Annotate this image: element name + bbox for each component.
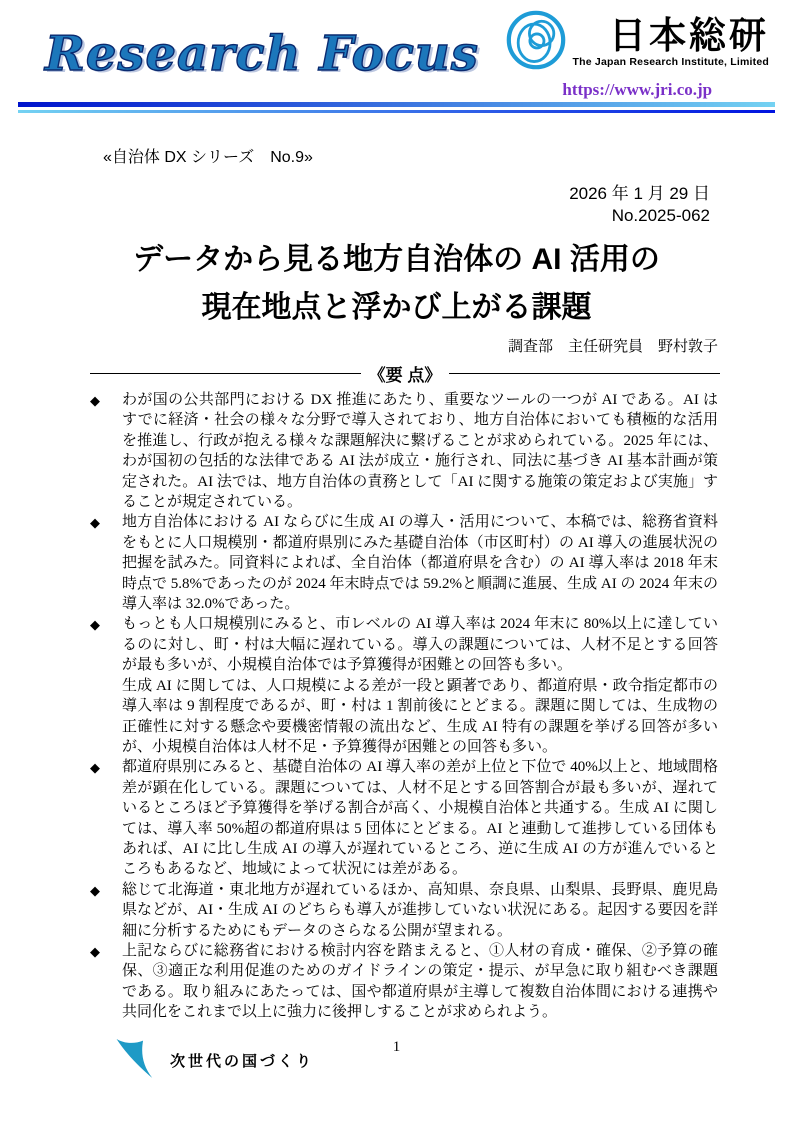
diamond-bullet-icon: ◆ [90,943,100,959]
report-title [0,236,793,332]
diamond-bullet-icon: ◆ [90,617,100,633]
brand-title: Research Focus [45,26,479,82]
summary-bullet [90,390,718,512]
summary-bullet [90,614,718,757]
heading-rule-left [90,373,361,374]
author-line: 調査部 主任研究員 野村敦子 [507,338,718,355]
bullet-paragraph: 総じて北海道・東北地方が遅れているほか、高知県、奈良県、山梨県、長野県、鹿児島県などが、AI・生成 AI のどちらも導入が進捗していない状況にある。起因する要因を詳細に分析するためにもデータのさらなる公開が望まれる。 [122,881,718,939]
summary-heading-label: 《要 点》 [368,366,442,385]
summary-bullet [90,512,718,614]
diamond-bullet-icon: ◆ [90,760,100,776]
summary-bullet [90,941,718,1023]
header [0,0,793,100]
heading-rule-right [449,373,720,374]
diamond-bullet-icon: ◆ [90,393,100,408]
summary-bullet [90,757,718,879]
header-rule-top [18,102,775,107]
jri-url-link[interactable]: https://www.jri.co.jp [562,80,713,99]
jri-logo-name-jp: 日本総研 [609,15,769,57]
jri-logo-block [506,10,773,100]
bullet-paragraph: 生成 AI に関しては、人口規模による差が一段と顕著であり、都道府県・政令指定都市の導入率は 9 割程度であるが、町・村は 1 割前後にとどまる。課題に関しては、生成物の正確性に対する懸念や要機密情報の流出など、生成 AI 特有の課題を挙げる回答が多いが、小規模自治体は人材不足・予算獲得が困難との回答も多い。 [122,677,718,755]
report-date: 2026 年 1 月 29 日 [569,184,710,203]
series-label: «自治体 DX シリーズ No.9» [103,149,313,166]
date-block [0,183,710,227]
bullet-paragraph: わが国の公共部門における DX 推進にあたり、重要なツールの一つが AI である。AI はすでに経済・社会の様々な分野で導入されており、地方自治体においても積極的な活用を推進し、行政が抱える様々な課題解決に繋げることが求められている。2025 年には、わが国初の包括的な法律である AI 法が成立・施行され、同法に基づき AI 基本計画が策定された。AI 法では、地方自治体の責務として「AI に関する施策の策定および実施」することが規定されている。 [122,392,718,511]
summary-list [90,390,718,1023]
report-title-line2: 現在地点と浮かび上がる課題 [201,291,592,324]
jri-logo-name-en: The Japan Research Institute, Limited [572,55,769,68]
jri-logo-icon [506,10,566,75]
bullet-paragraph: もっとも人口規模別にみると、市レベルの AI 導入率は 2024 年末に 80%以上に達しているのに対し、町・村は大幅に遅れている。導入の課題については、人材不足とする回答が最も多いが、小規模自治体では予算獲得が困難との回答も多い。 [122,616,718,674]
bullet-paragraph: 都道府県別にみると、基礎自治体の AI 導入率の差が上位と下位で 40%以上と、地域間格差が顕在化している。課題については、人材不足とする回答割合が最も多いが、遅れているところほど予算獲得を挙げる割合が高く、小規模自治体と共通する。生成 AI に関しては、導入率 50%超の都道府県は 5 団体にとどまる。AI と連動して進捗している団体もあれば、AI に比し生成 AI の導入が遅れているところ、逆に生成 AI の方が進んでいるところもあるなど、地域によって状況には差がある。 [122,759,718,878]
report-number: No.2025-062 [611,206,710,225]
report-title-line1: データから見る地方自治体の AI 活用の [133,243,660,276]
summary-heading [90,361,720,386]
diamond-bullet-icon: ◆ [90,515,100,531]
page-number: 1 [392,1039,401,1055]
bullet-paragraph: 地方自治体における AI ならびに生成 AI の導入・活用について、本稿では、総務省資料をもとに人口規模別・都道府県別にみた基礎自治体（市区町村）の AI 導入の進展状況の把握を試みた。同資料によれば、全自治体（都道府県を含む）の AI 導入率は 2018 年末時点で 5.8%であったのが 2024 年末時点では 59.2%と順調に進展、生成 AI の 2024 年末の導入率は 32.0%であった。 [122,514,718,613]
diamond-bullet-icon: ◆ [90,882,100,898]
bullet-paragraph: 上記ならびに総務省における検討内容を踏まえると、①人材の育成・確保、②予算の確保、③適正な利用促進のためのガイドラインの策定・提示、が早急に取り組むべき課題である。取り組みにあたっては、国や都道府県が主導して複数自治体間における連携や共同化をこれまで以上に強力に後押しすることが求められよう。 [122,942,718,1021]
footer-slogan: 次世代の国づくり [170,1053,315,1070]
summary-bullet [90,880,718,941]
header-rule-bottom [18,110,775,113]
